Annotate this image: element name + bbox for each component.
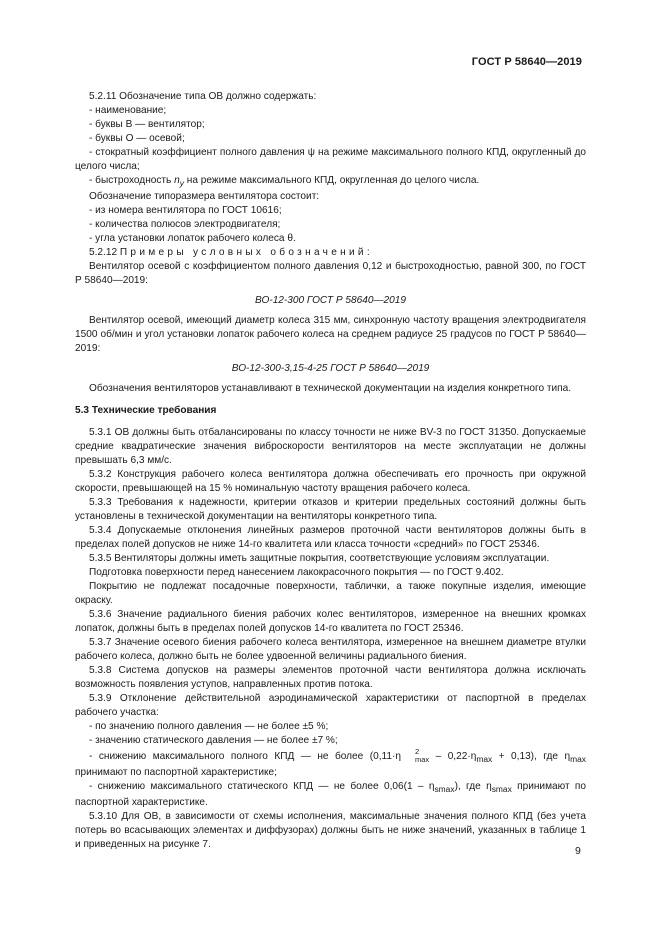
clause-5-3-1: 5.3.1 ОВ должны быть отбалансированы по классу точности не ниже BV-3 по ГОСТ 31350. Допускаемые средние квадратические значения виброскорости вентиляторов на месте эксплуатации не должны превышать 6,3 мм/с. (75, 427, 586, 467)
document-body (75, 90, 586, 852)
paragraph: Покрытию не подлежат посадочные поверхности, таблички, а также покупные изделия, имеющие окраску. (75, 581, 586, 607)
list-item: - количества полюсов электродвигателя; (89, 219, 281, 231)
clause-5-3-8: 5.3.8 Система допусков на размеры элементов проточной части вентилятора должна исключать возможность появления уступов, направленных против потока. (75, 665, 586, 691)
list-item: - буквы О — осевой; (89, 133, 185, 144)
paragraph: Вентилятор осевой с коэффициентом полного давления 0,12 и быстроходностью, равной 300, по ГОСТ Р 58640—2019: (75, 261, 586, 287)
designation-example: ВО-12-300 ГОСТ Р 58640—2019 (254, 295, 407, 307)
clause-5-3-10: 5.3.10 Для ОВ, в зависимости от схемы исполнения, максимальные значения полного КПД (без учета потерь во всасывающих элементах и диффузорах) должны быть не ниже значений, указанных в таблице 1 и приведенных на рисунке 7. (75, 811, 586, 851)
list-item: - стократный коэффициент полного давления ψ на режиме максимального полного КПД, округленный до целого числа; (75, 147, 586, 172)
document-header: ГОСТ Р 58640—2019 (471, 56, 582, 68)
list-item: - быстроходность $n_y$ на режиме максимального КПД, округленная до целого числа. (89, 175, 480, 189)
clause-5-3-3: 5.3.3 Требования к надежности, критерии отказов и критерии предельных состояний должны быть установлены в технической документации на вентиляторы конкретного типа. (75, 497, 586, 523)
clause-5-3-6: 5.3.6 Значение радиального биения рабочих колес вентиляторов, измеренное на внешних кромках лопаток, должны быть в пределах полей допусков 14-го квалитета по ГОСТ 25346. (75, 609, 586, 635)
section-heading: 5.3 Технические требования (75, 405, 217, 417)
list-item: - по значению полного давления — не более ±5 %; (89, 721, 329, 733)
list-item: - снижению максимального полного КПД — не более (0,11·η 2 max – $0,22\cdot\eta_{max} + 0,13$), где $\eta_{max}$ принимают по паспортной характеристике; (75, 747, 587, 779)
designation-example: ВО-12-300-3,15-4-25 ГОСТ Р 58640—2019 (231, 363, 430, 375)
clause-5-3-7: 5.3.7 Значение осевого биения рабочего колеса вентилятора, измеренное на внешнем диаметре втулки рабочего колеса, должно быть не более удвоенной величины радиального биения. (75, 637, 586, 663)
list-item: - буквы В — вентилятор; (89, 119, 205, 130)
paragraph: Подготовка поверхности перед нанесением лакокрасочного покрытия — по ГОСТ 9.402. (89, 567, 504, 579)
clause-5-3-4: 5.3.4 Допускаемые отклонения линейных размеров проточной части вентиляторов должны быть в пределах полей допусков не ниже 14-го квалитета или класса точности «средний» по ГОСТ 25346. (75, 525, 586, 551)
list-item: - снижению максимального статического КПД — не более $0,06(1 - \eta_{smax})$, где $\eta_{smax}$ принимают по паспортной характеристике. (75, 781, 586, 809)
clause-5-2-11: 5.2.11 Обозначение типа ОВ должно содержать: (89, 91, 317, 102)
clause-5-2-12: 5.2.12 Примеры условных обозначений: (89, 247, 370, 259)
clause-5-3-2: 5.3.2 Конструкция рабочего колеса вентилятора должна обеспечивать его прочность при окружной скорости, превышающей на 15 % номинальную частоту вращения рабочего колеса. (75, 469, 586, 495)
list-item: - наименование; (89, 105, 167, 116)
clause-5-3-9: 5.3.9 Отклонение действительной аэродинамической характеристики от паспортной в пределах рабочего участка: (75, 693, 586, 719)
paragraph: Обозначение типоразмера вентилятора состоит: (89, 191, 320, 203)
page-number: 9 (575, 845, 581, 857)
paragraph: Вентилятор осевой, имеющий диаметр колеса 315 мм, синхронную частоту вращения электродвигателя 1500 об/мин и угол установки лопаток рабочего колеса на среднем радиусе 25 градусов по ГОСТ Р 58640—2019: (75, 315, 586, 355)
list-item: - из номера вентилятора по ГОСТ 10616; (89, 205, 282, 217)
list-item: - значению статического давления — не более ±7 %; (89, 735, 338, 747)
list-item: - угла установки лопаток рабочего колеса θ. (89, 233, 296, 245)
clause-5-3-5: 5.3.5 Вентиляторы должны иметь защитные покрытия, соответствующие условиям эксплуатации. (89, 553, 550, 565)
paragraph: Обозначения вентиляторов устанавливают в технической документации на изделия конкретного типа. (89, 383, 572, 395)
